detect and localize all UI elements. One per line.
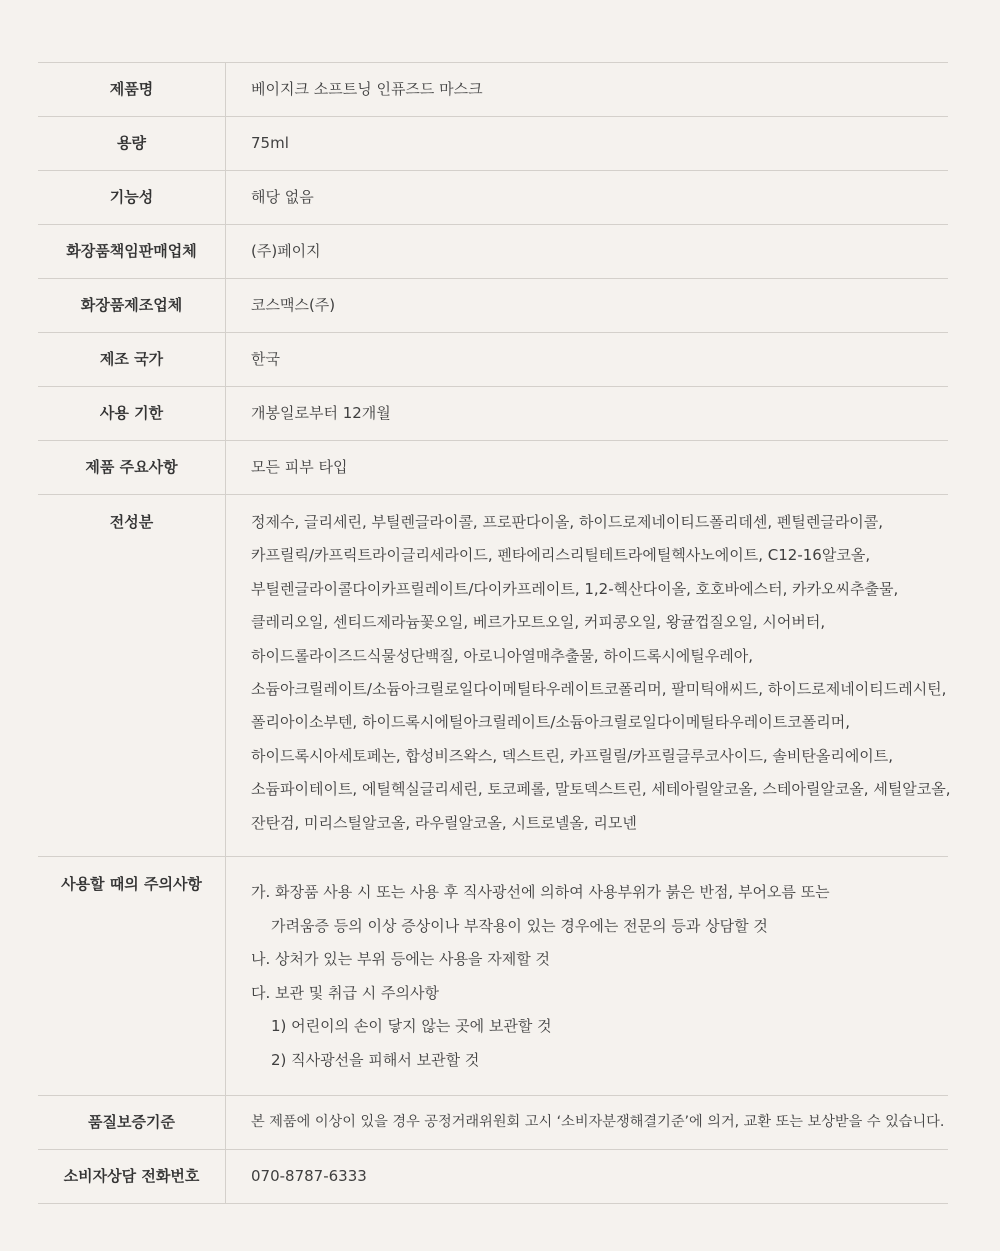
info-row-distributor	[38, 225, 948, 279]
info-row-consumer-phone	[38, 1150, 948, 1204]
row-label: 용량	[38, 117, 226, 170]
ingredient-line: 잔탄검, 미리스틸알코올, 라우릴알코올, 시트로넬올, 리모넨	[251, 813, 637, 832]
ingredient-line: 클레리오일, 센티드제라늄꽃오일, 베르가모트오일, 커피콩오일, 왕귤껍질오일, 시어버터,	[251, 613, 826, 632]
row-label: 품질보증기준	[38, 1096, 226, 1149]
info-row-key-notes	[38, 441, 948, 495]
ingredient-line: 카프릴릭/카프릭트라이글리세라이드, 펜타에리스리틸테트라에틸헥사노에이트, C12-16알코올,	[251, 546, 871, 565]
row-label: 제조 국가	[38, 333, 226, 386]
row-value: 한국	[251, 350, 280, 368]
row-value: (주)페이지	[251, 242, 321, 260]
caution-line: 2) 직사광선을 피해서 보관할 것	[271, 1050, 480, 1069]
row-value: 75ml	[251, 134, 289, 152]
ingredient-line: 소듐아크릴레이트/소듐아크릴로일다이메틸타우레이트코폴리머, 팔미틱애씨드, 하이드로제네이티드레시틴,	[251, 679, 947, 698]
product-info-table	[38, 62, 951, 1204]
row-label: 사용 기한	[38, 387, 226, 440]
ingredient-line: 폴리아이소부텐, 하이드록시에틸아크릴레이트/소듐아크릴로일다이메틸타우레이트코폴리머,	[251, 713, 850, 732]
info-row-volume	[38, 117, 948, 171]
row-label: 제품 주요사항	[38, 441, 226, 494]
row-label: 사용할 때의 주의사항	[38, 857, 226, 1096]
caution-line: 가. 화장품 사용 시 또는 사용 후 직사광선에 의하여 사용부위가 붉은 반점, 부어오름 또는	[251, 882, 830, 901]
ingredient-line: 하이드롤라이즈드식물성단백질, 아로니아열매추출물, 하이드록시에틸우레아,	[251, 646, 754, 665]
row-value: 모든 피부 타입	[251, 458, 348, 476]
caution-line: 나. 상처가 있는 부위 등에는 사용을 자제할 것	[251, 950, 550, 969]
row-label: 화장품제조업체	[38, 279, 226, 332]
info-row-manufacturer	[38, 279, 948, 333]
caution-line: 가려움증 등의 이상 증상이나 부작용이 있는 경우에는 전문의 등과 상담할 것	[271, 916, 768, 935]
info-row-product-name	[38, 63, 948, 117]
ingredient-line: 하이드록시아세토페논, 합성비즈왁스, 덱스트린, 카프릴릴/카프릴글루코사이드, 솔비탄올리에이트,	[251, 746, 894, 765]
row-label: 화장품책임판매업체	[38, 225, 226, 278]
info-row-expiry	[38, 387, 948, 441]
row-value: 070-8787-6333	[251, 1167, 367, 1186]
ingredients-list	[226, 495, 951, 856]
ingredient-line: 부틸렌글라이콜다이카프릴레이트/다이카프레이트, 1,2-헥산다이올, 호호바에스터, 카카오씨추출물,	[251, 579, 899, 598]
cautions-list	[226, 857, 948, 1096]
ingredient-line: 소듐파이테이트, 에틸헥실글리세린, 토코페롤, 말토덱스트린, 세테아릴알코올, 스테아릴알코올, 세틸알코올,	[251, 780, 951, 799]
info-row-ingredients	[38, 495, 951, 857]
row-value: 개봉일로부터 12개월	[251, 404, 391, 422]
caution-line: 다. 보관 및 취급 시 주의사항	[251, 983, 439, 1002]
row-label: 기능성	[38, 171, 226, 224]
ingredient-line: 정제수, 글리세린, 부틸렌글라이콜, 프로판다이올, 하이드로제네이티드폴리데센, 펜틸렌글라이콜,	[251, 513, 884, 531]
row-label: 전성분	[38, 495, 226, 856]
info-row-country	[38, 333, 948, 387]
row-label: 제품명	[38, 63, 226, 116]
row-value: 해당 없음	[251, 188, 314, 206]
row-value: 본 제품에 이상이 있을 경우 공정거래위원회 고시 ‘소비자분쟁해결기준’에 의거, 교환 또는 보상받을 수 있습니다.	[251, 1114, 945, 1131]
row-label: 소비자상담 전화번호	[38, 1150, 226, 1203]
caution-line: 1) 어린이의 손이 닿지 않는 곳에 보관할 것	[271, 1017, 552, 1036]
info-row-functionality	[38, 171, 948, 225]
row-value: 베이지크 소프트닝 인퓨즈드 마스크	[251, 80, 483, 98]
info-row-quality-guarantee	[38, 1096, 948, 1150]
row-value: 코스맥스(주)	[251, 296, 336, 314]
info-row-cautions	[38, 857, 948, 1097]
